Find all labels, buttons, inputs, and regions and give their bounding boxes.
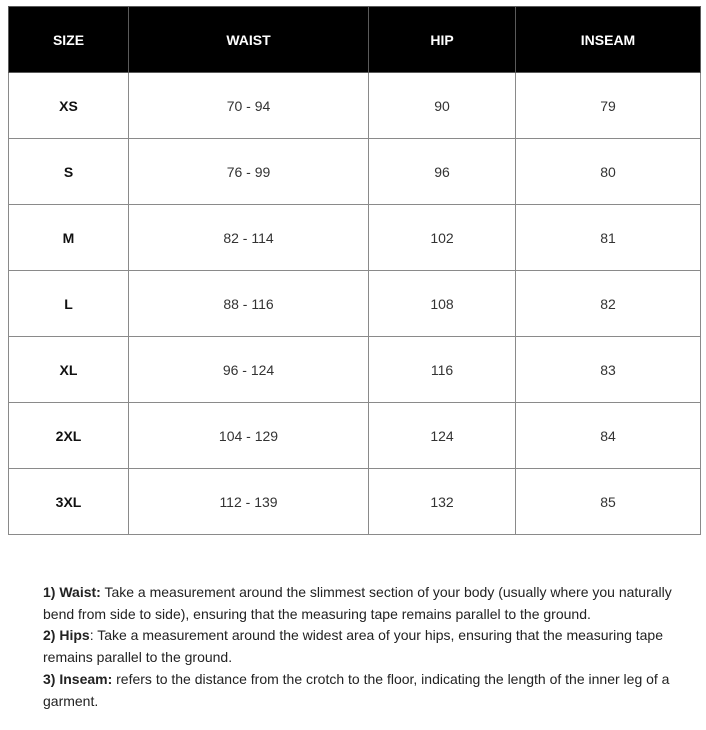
hip-cell: 124 <box>369 403 516 469</box>
hip-cell: 90 <box>369 73 516 139</box>
size-cell: 2XL <box>9 403 129 469</box>
waist-cell: 104 - 129 <box>129 403 369 469</box>
size-cell: M <box>9 205 129 271</box>
waist-cell: 112 - 139 <box>129 469 369 535</box>
waist-cell: 76 - 99 <box>129 139 369 205</box>
hip-cell: 96 <box>369 139 516 205</box>
table-row <box>9 139 701 205</box>
note-inseam-text: refers to the distance from the crotch to the floor, indicating the length of the inner leg of a garment. <box>43 670 670 709</box>
note-hips <box>43 625 695 668</box>
note-waist-text: Take a measurement around the slimmest section of your body (usually where you naturally bend from side to side), ensuring that the measuring tape remains parallel to the ground. <box>43 584 672 622</box>
inseam-cell: 80 <box>516 139 701 205</box>
size-chart-body <box>9 73 701 535</box>
inseam-cell: 79 <box>516 73 701 139</box>
header-size: SIZE <box>9 7 129 73</box>
size-cell: XL <box>9 337 129 403</box>
table-row <box>9 73 701 139</box>
table-row <box>9 403 701 469</box>
size-cell: S <box>9 139 129 205</box>
inseam-cell: 82 <box>516 271 701 337</box>
note-waist-label: 1) Waist: <box>43 584 101 600</box>
waist-cell: 70 - 94 <box>129 73 369 139</box>
header-waist: WAIST <box>129 7 369 73</box>
note-hips-text: : Take a measurement around the widest area of your hips, ensuring that the measuring tape remains parallel to the ground. <box>43 627 663 666</box>
hip-cell: 116 <box>369 337 516 403</box>
waist-cell: 88 - 116 <box>129 271 369 337</box>
size-chart-header <box>9 7 701 73</box>
size-chart-table <box>8 6 701 535</box>
note-waist <box>43 582 695 625</box>
table-row <box>9 205 701 271</box>
table-row <box>9 337 701 403</box>
note-inseam-label: 3) Inseam: <box>43 670 113 687</box>
waist-cell: 82 - 114 <box>129 205 369 271</box>
inseam-cell: 83 <box>516 337 701 403</box>
hip-cell: 132 <box>369 469 516 535</box>
header-row <box>9 7 701 73</box>
size-cell: XS <box>9 73 129 139</box>
inseam-cell: 81 <box>516 205 701 271</box>
note-inseam <box>43 669 695 712</box>
waist-cell: 96 - 124 <box>129 337 369 403</box>
inseam-cell: 84 <box>516 403 701 469</box>
measurement-notes <box>43 582 695 712</box>
header-inseam: INSEAM <box>516 7 701 73</box>
size-cell: L <box>9 271 129 337</box>
inseam-cell: 85 <box>516 469 701 535</box>
note-hips-label: 2) Hips <box>43 627 90 644</box>
table-row <box>9 469 701 535</box>
header-hip: HIP <box>369 7 516 73</box>
size-cell: 3XL <box>9 469 129 535</box>
table-row <box>9 271 701 337</box>
hip-cell: 102 <box>369 205 516 271</box>
hip-cell: 108 <box>369 271 516 337</box>
